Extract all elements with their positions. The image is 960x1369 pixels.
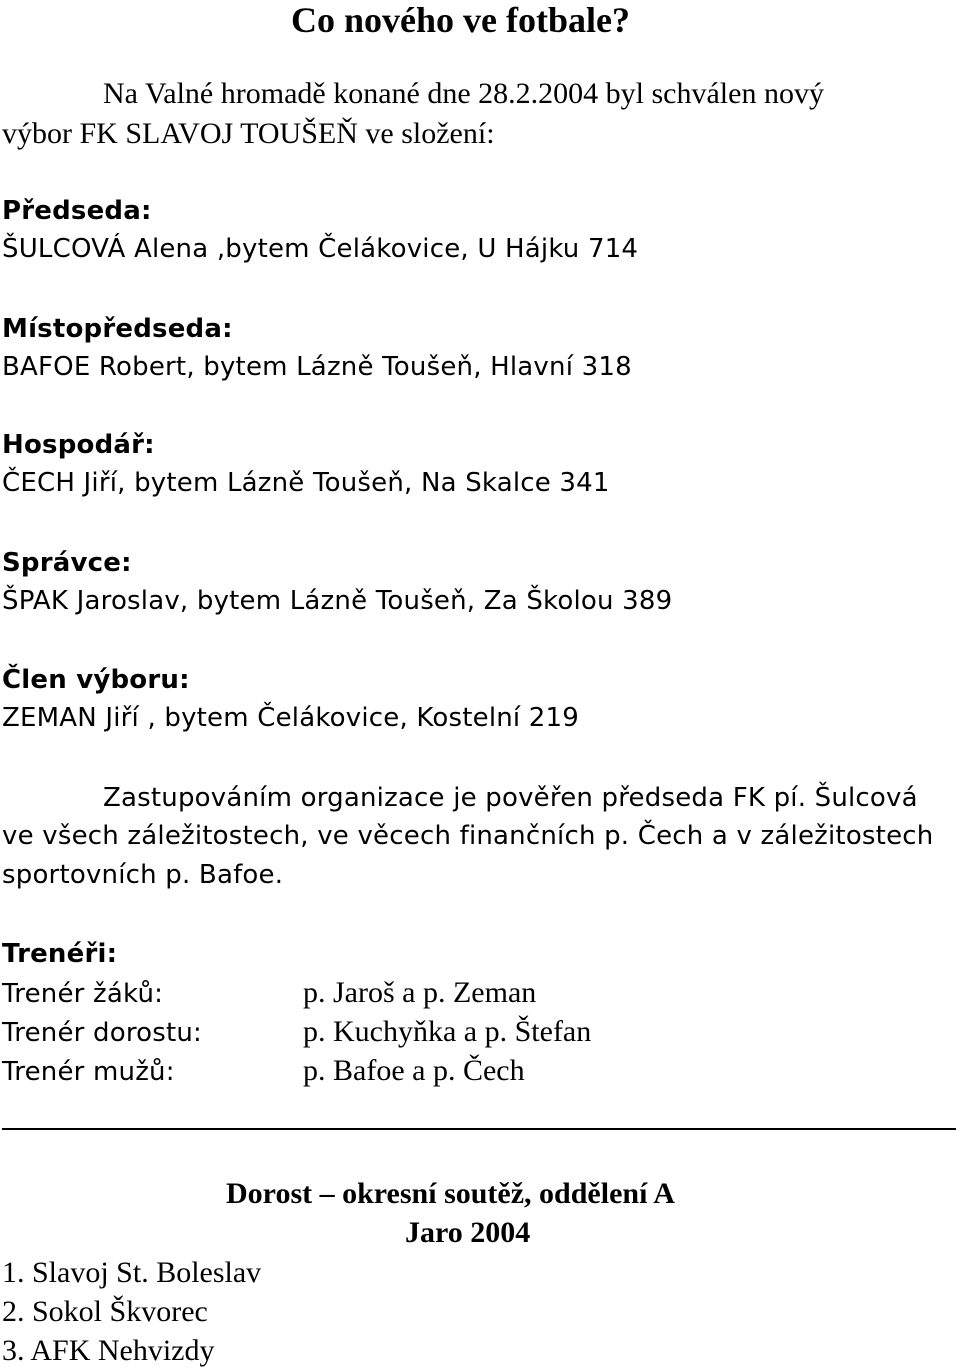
standings-item-1: 1. Slavoj St. Boleslav [2,1256,262,1289]
role-treasurer: Hospodář: [2,430,155,460]
person-member: ZEMAN Jiří , bytem Čelákovice, Kostelní 219 [2,703,580,733]
representation-line-3: sportovních p. Bafoe. [2,860,284,890]
league-season: Jaro 2004 [405,1216,531,1249]
role-chairman: Předseda: [2,196,152,226]
role-manager: Správce: [2,548,132,578]
horizontal-divider [2,1128,956,1130]
person-treasurer: ČECH Jiří, bytem Lázně Toušeň, Na Skalce 341 [2,468,610,498]
person-manager: ŠPAK Jaroslav, bytem Lázně Toušeň, Za Školou 389 [2,586,673,616]
standings-item-2: 2. Sokol Škvorec [2,1295,208,1328]
intro-line-2: výbor FK SLAVOJ TOUŠEŇ ve složení: [2,117,495,150]
league-title: Dorost – okresní soutěž, oddělení A [226,1177,675,1210]
trainer-names-men: p. Bafoe a p. Čech [303,1054,525,1087]
page-title: Co nového ve fotbale? [291,0,630,40]
trainer-label-juniors: Trenér dorostu: [2,1018,203,1048]
standings-item-3: 3. AFK Nehvizdy [2,1334,215,1367]
trainers-heading: Trenéři: [2,939,118,969]
person-chairman: ŠULCOVÁ Alena ,bytem Čelákovice, U Hájku 714 [2,234,639,264]
representation-line-2: ve všech záležitostech, ve věcech finančních p. Čech a v záležitostech [2,821,934,851]
trainer-names-youth: p. Jaroš a p. Zeman [303,976,537,1009]
representation-line-1: Zastupováním organizace je pověřen předseda FK pí. Šulcová [103,783,918,813]
role-vice-chairman: Místopředseda: [2,314,233,344]
trainer-names-juniors: p. Kuchyňka a p. Štefan [303,1015,592,1048]
trainer-label-youth: Trenér žáků: [2,979,164,1009]
intro-line-1: Na Valné hromadě konané dne 28.2.2004 byl schválen nový [103,77,824,110]
person-vice-chairman: BAFOE Robert, bytem Lázně Toušeň, Hlavní 318 [2,352,632,382]
role-member: Člen výboru: [2,665,190,695]
trainer-label-men: Trenér mužů: [2,1057,175,1087]
